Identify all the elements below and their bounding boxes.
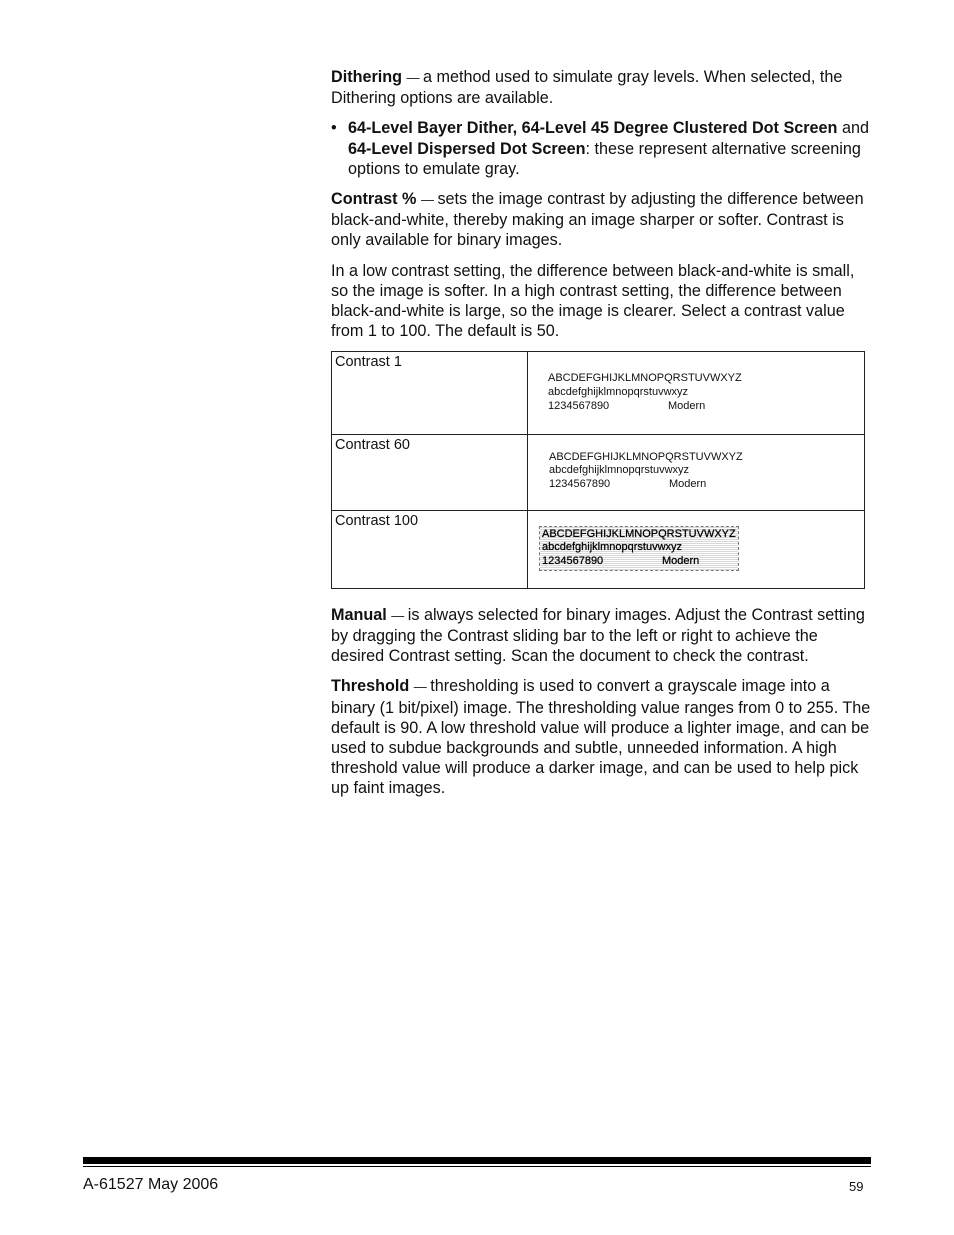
contrast-60-sample-image xyxy=(528,435,864,510)
sample-font-name: Modern xyxy=(669,477,707,490)
contrast-label: Contrast 100 xyxy=(332,510,528,588)
sample-uppercase: ABCDEFGHIJKLMNOPQRSTUVWXYZ xyxy=(548,372,742,385)
manual-paragraph xyxy=(331,605,871,667)
sample-digits: 1234567890 xyxy=(548,399,610,412)
sample-lowercase: abcdefghijklmnopqrstuvwxyz xyxy=(548,386,689,399)
sample-digits: 1234567890 xyxy=(549,477,611,490)
dither-options-bullet xyxy=(331,118,871,179)
contrast-100-sample-image xyxy=(540,527,738,570)
contrast-sample-cell xyxy=(528,434,865,510)
contrast-detail-paragraph: In a low contrast setting, the difference between black-and-white is small, so the image is softer. In a high contrast setting, the difference between black-and-white is large, so the image is clearer. Select a contrast value from 1 to 100. The default is 50. xyxy=(331,261,855,341)
contrast-1-sample-image xyxy=(528,352,864,433)
em-dash: — xyxy=(420,192,433,208)
footer-page-number: 59 xyxy=(849,1179,864,1194)
page-content xyxy=(331,67,871,809)
dispersed-dot-option: 64-Level Dispersed Dot Screen xyxy=(348,139,586,158)
threshold-term: Threshold xyxy=(331,677,410,696)
sample-digits-line xyxy=(548,400,864,414)
dithering-term: Dithering xyxy=(331,68,403,86)
sample-font-name: Modern xyxy=(668,399,706,412)
sample-digits-line xyxy=(549,478,864,492)
bullet-text xyxy=(348,118,871,179)
dither-option-names: 64-Level Bayer Dither, 64-Level 45 Degree Clustered Dot Screen xyxy=(348,119,838,138)
footer-document-id: A-61527 May 2006 xyxy=(83,1176,219,1193)
contrast-term: Contrast % xyxy=(331,190,417,209)
contrast-sample-cell xyxy=(528,352,865,434)
em-dash: — xyxy=(413,679,426,695)
dithering-paragraph xyxy=(331,67,871,108)
table-row xyxy=(332,352,865,434)
em-dash: — xyxy=(391,607,404,623)
threshold-description: thresholding is used to convert a grayscale image into a binary (1 bit/pixel) image. The thresholding value ranges from 0 to 255. The default is 90. A low threshold value will produce a lighter image, and can be used to subdue backgrounds and subtle, unneeded information. A high threshold value will produce a darker image, and can be used to help pick up faint images. xyxy=(331,677,871,798)
table-row xyxy=(332,510,865,588)
em-dash: — xyxy=(406,70,419,85)
bullet-marker: • xyxy=(331,119,337,138)
threshold-paragraph xyxy=(331,676,871,798)
dithering-description: a method used to simulate gray levels. When selected, the Dithering options are available. xyxy=(331,68,843,108)
bullet-description: : these represent alternative screening options to emulate gray. xyxy=(348,139,861,178)
table-row xyxy=(332,434,865,510)
sample-digits-line xyxy=(542,555,736,569)
contrast-description: sets the image contrast by adjusting the difference between black-and-white, thereby making an image sharper or softer. Contrast is only available for binary images. xyxy=(331,190,864,250)
contrast-label: Contrast 60 xyxy=(332,434,528,510)
footer-rule-thick xyxy=(83,1157,871,1164)
manual-description: is always selected for binary images. Adjust the Contrast setting by dragging the Contrast sliding bar to the left or right to achieve the desired Contrast setting. Scan the document to check the contrast. xyxy=(331,605,865,666)
sample-uppercase: ABCDEFGHIJKLMNOPQRSTUVWXYZ xyxy=(549,450,743,463)
manual-term: Manual xyxy=(331,605,387,624)
contrast-paragraph xyxy=(331,189,871,251)
contrast-samples-table xyxy=(331,351,865,588)
sample-lowercase: abcdefghijklmnopqrstuvwxyz xyxy=(542,541,683,554)
sample-lowercase: abcdefghijklmnopqrstuvwxyz xyxy=(549,464,690,477)
bullet-and: and xyxy=(837,119,869,138)
sample-uppercase: ABCDEFGHIJKLMNOPQRSTUVWXYZ xyxy=(542,527,736,540)
contrast-sample-cell xyxy=(528,510,865,588)
footer-rule-thin xyxy=(83,1166,871,1167)
sample-font-name: Modern xyxy=(662,555,700,568)
contrast-label: Contrast 1 xyxy=(332,352,528,434)
sample-digits: 1234567890 xyxy=(542,555,604,568)
